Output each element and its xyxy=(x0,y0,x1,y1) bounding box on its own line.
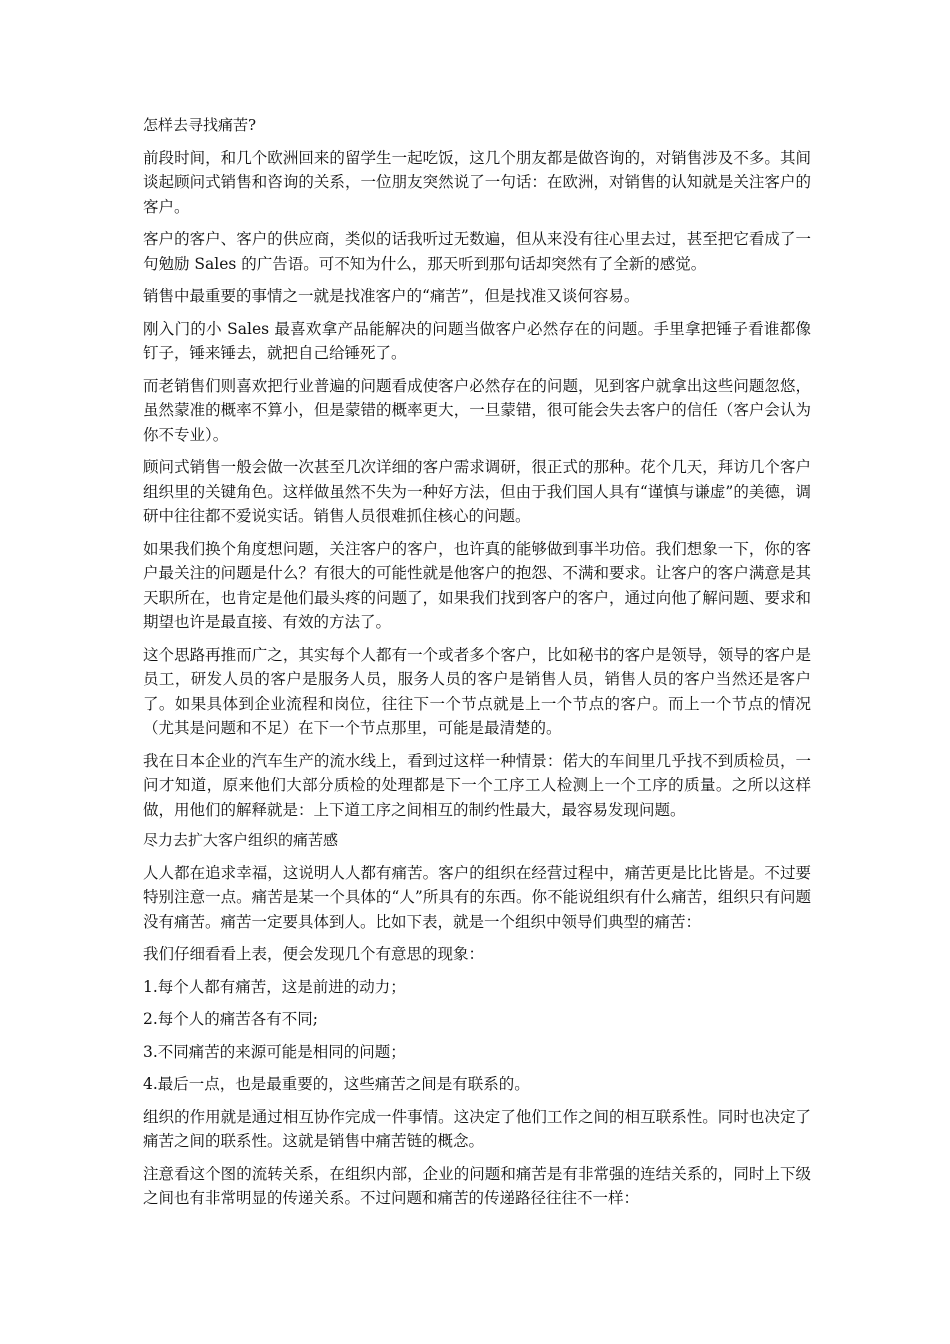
list-item: 2.每个人的痛苦各有不同; xyxy=(143,1010,319,1028)
paragraph: 刚入门的小 Sales 最喜欢拿产品能解决的问题当做客户必然存在的问题。手里拿把锤子看谁都像钉子，锤来锤去，就把自己给锤死了。 xyxy=(143,319,811,362)
paragraph: 我们仔细看看上表，便会发现几个有意思的现象： xyxy=(143,945,485,963)
section-heading-find-pain: 怎样去寻找痛苦? xyxy=(143,116,257,134)
paragraph: 如果我们换个角度想问题，关注客户的客户，也许真的能够做到事半功倍。我们想象一下，你的客户最关注的问题是什么？有很大的可能性就是他客户的抱怨、不满和要求。让客户的客户满意是其天职所在，也肯定是他们最头疼的问题了，如果我们找到客户的客户，通过向他了解问题、要求和期望也许是最直接、有效的方法了。 xyxy=(143,539,811,631)
paragraph: 这个思路再推而广之，其实每个人都有一个或者多个客户，比如秘书的客户是领导，领导的客户是员工，研发人员的客户是服务人员，服务人员的客户是销售人员，销售人员的客户当然还是客户了。如果具体到企业流程和岗位，往往下一个节点就是上一个节点的客户。而上一个节点的情况（尤其是问题和不足）在下一个节点那里，可能是最清楚的。 xyxy=(143,645,811,737)
section-heading-expand-pain: 尽力去扩大客户组织的痛苦感 xyxy=(143,831,339,849)
paragraph: 客户的客户、客户的供应商，类似的话我听过无数遍，但从来没有往心里去过，甚至把它看成了一句勉励 Sales 的广告语。可不知为什么，那天听到那句话却突然有了全新的感觉。 xyxy=(143,230,811,273)
paragraph: 我在日本企业的汽车生产的流水线上，看到过这样一种情景：偌大的车间里几乎找不到质检员，一问才知道，原来他们大部分质检的处理都是下一个工序工人检测上一个工序的质量。之所以这样做，用他们的解释就是：上下道工序之间相互的制约性最大，最容易发现问题。 xyxy=(143,751,811,819)
paragraph: 销售中最重要的事情之一就是找准客户的“痛苦”，但是找准又谈何容易。 xyxy=(143,287,640,305)
paragraph: 人人都在追求幸福，这说明人人都有痛苦。客户的组织在经营过程中，痛苦更是比比皆是。不过要特别注意一点。痛苦是某一个具体的“人”所具有的东西。你不能说组织有什么痛苦，组织只有问题没有痛苦。痛苦一定要具体到人。比如下表，就是一个组织中领导们典型的痛苦： xyxy=(143,863,811,931)
paragraph: 顾问式销售一般会做一次甚至几次详细的客户需求调研，很正式的那种。花个几天，拜访几个客户组织里的关键角色。这样做虽然不失为一种好方法，但由于我们国人具有“谨慎与谦虚”的美德，调研中往往都不爱说实话。销售人员很难抓住核心的问题。 xyxy=(143,458,811,525)
document-page xyxy=(143,113,811,1219)
list-item: 4.最后一点，也是最重要的，这些痛苦之间是有联系的。 xyxy=(143,1075,530,1093)
paragraph: 组织的作用就是通过相互协作完成一件事情。这决定了他们工作之间的相互联系性。同时也决定了痛苦之间的联系性。这就是销售中痛苦链的概念。 xyxy=(143,1107,811,1150)
paragraph: 前段时间，和几个欧洲回来的留学生一起吃饭，这几个朋友都是做咨询的，对销售涉及不多。其间谈起顾问式销售和咨询的关系，一位朋友突然说了一句话：在欧洲，对销售的认知就是关注客户的客户。 xyxy=(143,148,811,216)
list-item: 3.不同痛苦的来源可能是相同的问题； xyxy=(143,1042,406,1061)
list-item: 1.每个人都有痛苦，这是前进的动力； xyxy=(143,977,406,996)
paragraph: 而老销售们则喜欢把行业普遍的问题看成使客户必然存在的问题，见到客户就拿出这些问题忽悠，虽然蒙准的概率不算小，但是蒙错的概率更大，一旦蒙错，很可能会失去客户的信任（客户会认为你不专业）。 xyxy=(143,376,811,444)
paragraph: 注意看这个图的流转关系，在组织内部，企业的问题和痛苦是有非常强的连结关系的，同时上下级之间也有非常明显的传递关系。不过问题和痛苦的传递路径往往不一样： xyxy=(143,1164,811,1207)
